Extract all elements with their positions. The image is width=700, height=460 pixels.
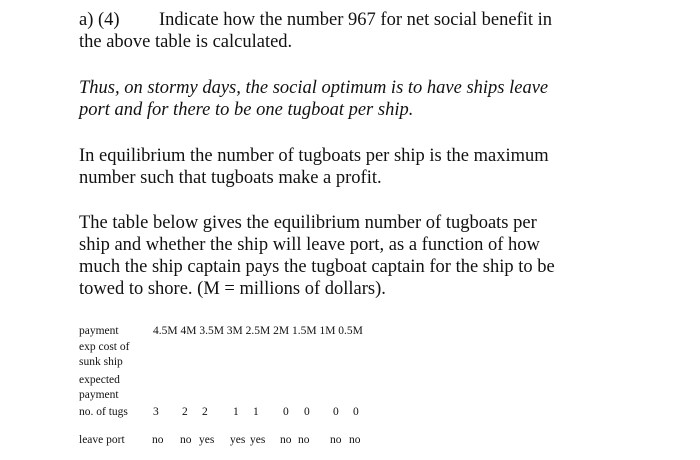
- question-line-2: the above table is calculated.: [79, 32, 293, 52]
- leave-cell: no: [298, 434, 310, 446]
- tugs-cell: 0: [283, 406, 289, 418]
- row-label-tugs: no. of tugs: [79, 406, 128, 418]
- row-label-expected-1: expected: [79, 374, 120, 386]
- table-intro-line-4: towed to shore. (M = millions of dollars).: [79, 279, 386, 299]
- leave-cell: yes: [250, 434, 266, 446]
- row-label-leave: leave port: [79, 434, 125, 446]
- tugs-cell: 3: [153, 406, 159, 418]
- leave-cell: no: [349, 434, 361, 446]
- row-label-expected-2: payment: [79, 389, 119, 401]
- question-line-1: [79, 9, 599, 31]
- table-intro-line-1: The table below gives the equilibrium number of tugboats per: [79, 213, 537, 233]
- table-intro-line-2: ship and whether the ship will leave port, as a function of how: [79, 235, 540, 255]
- question-text: Indicate how the number 967 for net social benefit in: [159, 10, 552, 30]
- tugs-cell: 1: [233, 406, 239, 418]
- tugs-cell: 1: [253, 406, 259, 418]
- social-optimum-line-1: Thus, on stormy days, the social optimum is to have ships leave: [79, 78, 549, 98]
- tugs-cell: 2: [202, 406, 208, 418]
- leave-cell: no: [280, 434, 292, 446]
- payment-header: 4.5M 4M 3.5M 3M 2.5M 2M 1.5M 1M 0.5M: [153, 325, 363, 337]
- row-label-payment: payment: [79, 325, 119, 337]
- tugs-cell: 0: [353, 406, 359, 418]
- row-label-exp-cost-2: sunk ship: [79, 356, 123, 368]
- equilibrium-line-2: number such that tugboats make a profit.: [79, 168, 382, 188]
- leave-cell: no: [330, 434, 342, 446]
- social-optimum-line-2: port and for there to be one tugboat per ship.: [79, 100, 414, 120]
- leave-cell: yes: [199, 434, 215, 446]
- tugs-cell: 0: [333, 406, 339, 418]
- row-label-exp-cost-1: exp cost of: [79, 341, 130, 353]
- question-label: a) (4): [79, 10, 120, 30]
- tugs-cell: 0: [304, 406, 310, 418]
- table-intro-line-3: much the ship captain pays the tugboat captain for the ship to be: [79, 257, 555, 277]
- leave-cell: yes: [230, 434, 246, 446]
- tugs-cell: 2: [182, 406, 188, 418]
- leave-cell: no: [152, 434, 164, 446]
- equilibrium-line-1: In equilibrium the number of tugboats per ship is the maximum: [79, 146, 549, 166]
- leave-cell: no: [180, 434, 192, 446]
